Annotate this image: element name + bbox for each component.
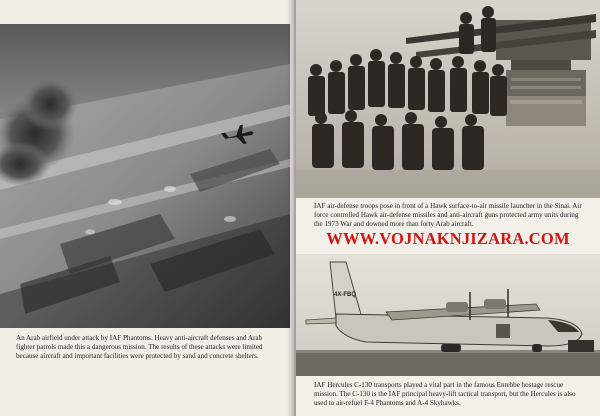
- top-photo-caption: IAF air-defense troops pose in front of a Hawk surface-to-air missile launcher in the Sinai. Air force controlled Hawk air-defense missiles and anti-aircraft guns protected army units during the 1973 War and downed more than forty Arab aircraft.: [314, 202, 582, 228]
- bottom-photo-caption: IAF Hercules C-130 transports played a vital part in the famous Entebbe hostage rescue mission. The C-130 is the IAF principal heavy-lift tactical transport, but the Hercules is also used to air-refuel F-4 Phantoms and A-4 Skyhawks.: [314, 381, 576, 407]
- left-photo-caption: An Arab airfield under attack by IAF Phantoms. Heavy anti-aircraft defenses and Arab fighter patrols made this a dangerous mission. The results of these attacks were limited because aircraft and important facilities were protected by sand and concrete shelters.: [16, 334, 263, 361]
- air-defense-troops-photo: [296, 0, 600, 198]
- tail-code-label: 4X-FBQ: [334, 292, 357, 298]
- airfield-attack-photo: [0, 24, 290, 328]
- website-watermark: WWW.VOJNAKNJIZARA.COM: [326, 229, 570, 248]
- right-page: [296, 0, 600, 416]
- hercules-c130-photo: [296, 254, 600, 376]
- left-page: [0, 0, 294, 416]
